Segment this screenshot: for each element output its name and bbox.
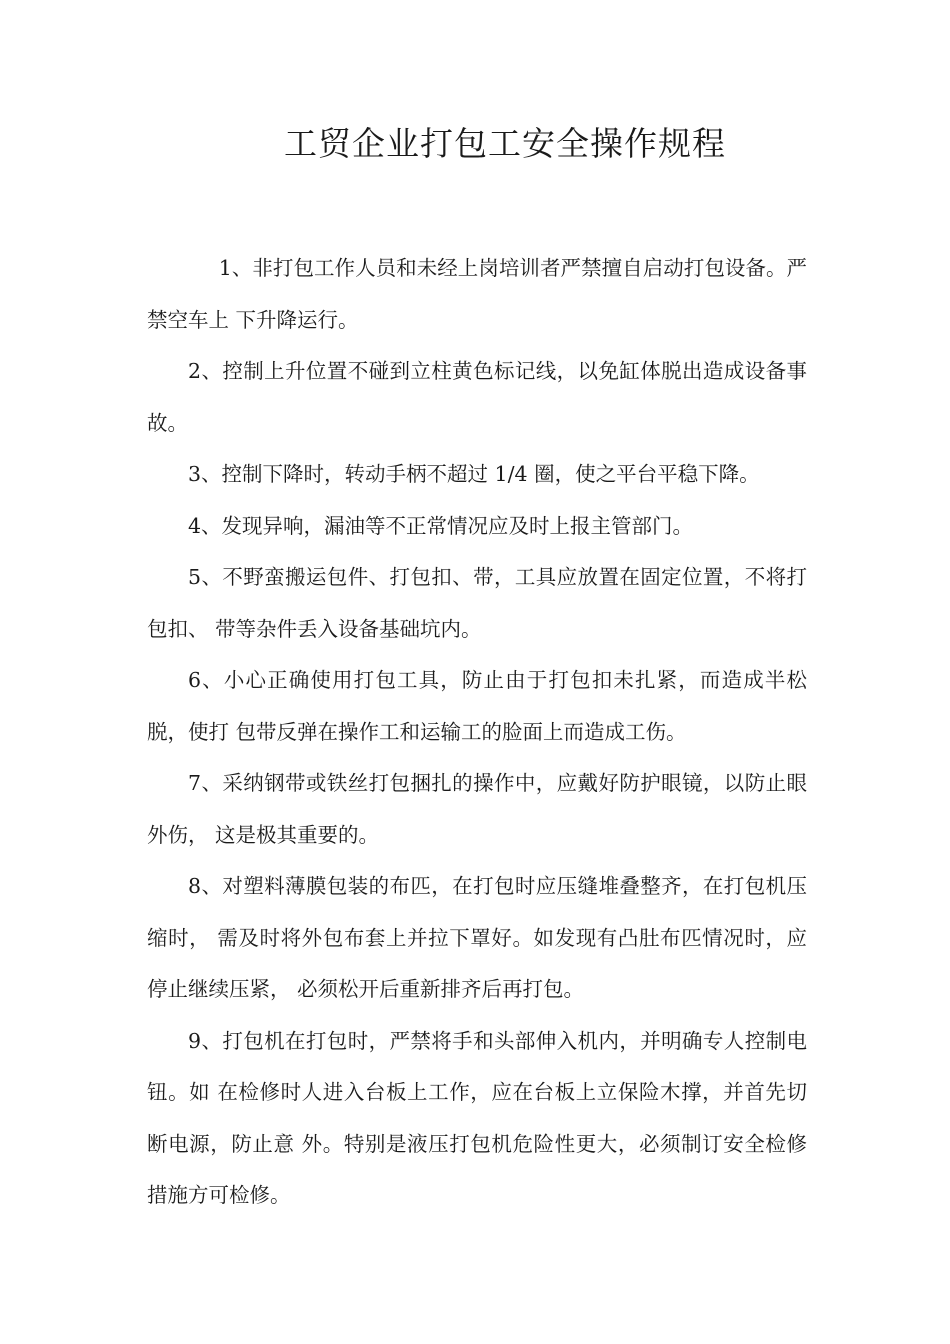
paragraph-7: 7、采纳钢带或铁丝打包捆扎的操作中，应戴好防护眼镜，以防止眼外伤， 这是极其重要的。 — [147, 771, 807, 847]
document-title: 工贸企业打包工安全操作规程 — [284, 124, 726, 163]
paragraph-5: 5、不野蛮搬运包件、打包扣、带，工具应放置在固定位置，不将打包扣、 带等杂件丢入设备基础坑内。 — [147, 565, 807, 641]
paragraph-1: 1、非打包工作人员和未经上岗培训者严禁擅自启动打包设备。严禁空车上 下升降运行。 — [147, 256, 807, 332]
document-body — [147, 243, 807, 1222]
paragraph-9: 9、打包机在打包时，严禁将手和头部伸入机内，并明确专人控制电钮。如 在检修时人进入台板上工作，应在台板上立保险木撑，并首先切断电源，防止意 外。特别是液压打包机危险性更大，必须制订安全检修措施方可检修。 — [147, 1028, 807, 1207]
paragraph-2: 2、控制上升位置不碰到立柱黄色标记线，以免缸体脱出造成设备事故。 — [147, 359, 807, 435]
paragraph-3: 3、控制下降时，转动手柄不超过 1/4 圈，使之平台平稳下降。 — [188, 462, 760, 486]
paragraph-4: 4、发现异响，漏油等不正常情况应及时上报主管部门。 — [188, 513, 694, 538]
paragraph-6: 6、小心正确使用打包工具，防止由于打包扣未扎紧，而造成半松脱，使打 包带反弹在操作工和运输工的脸面上而造成工伤。 — [147, 668, 807, 744]
paragraph-8: 8、对塑料薄膜包装的布匹，在打包时应压缝堆叠整齐，在打包机压缩时， 需及时将外包布套上并拉下罩好。如发现有凸肚布匹情况时，应停止继续压紧， 必须松开后重新排齐后再打包。 — [147, 874, 807, 1001]
